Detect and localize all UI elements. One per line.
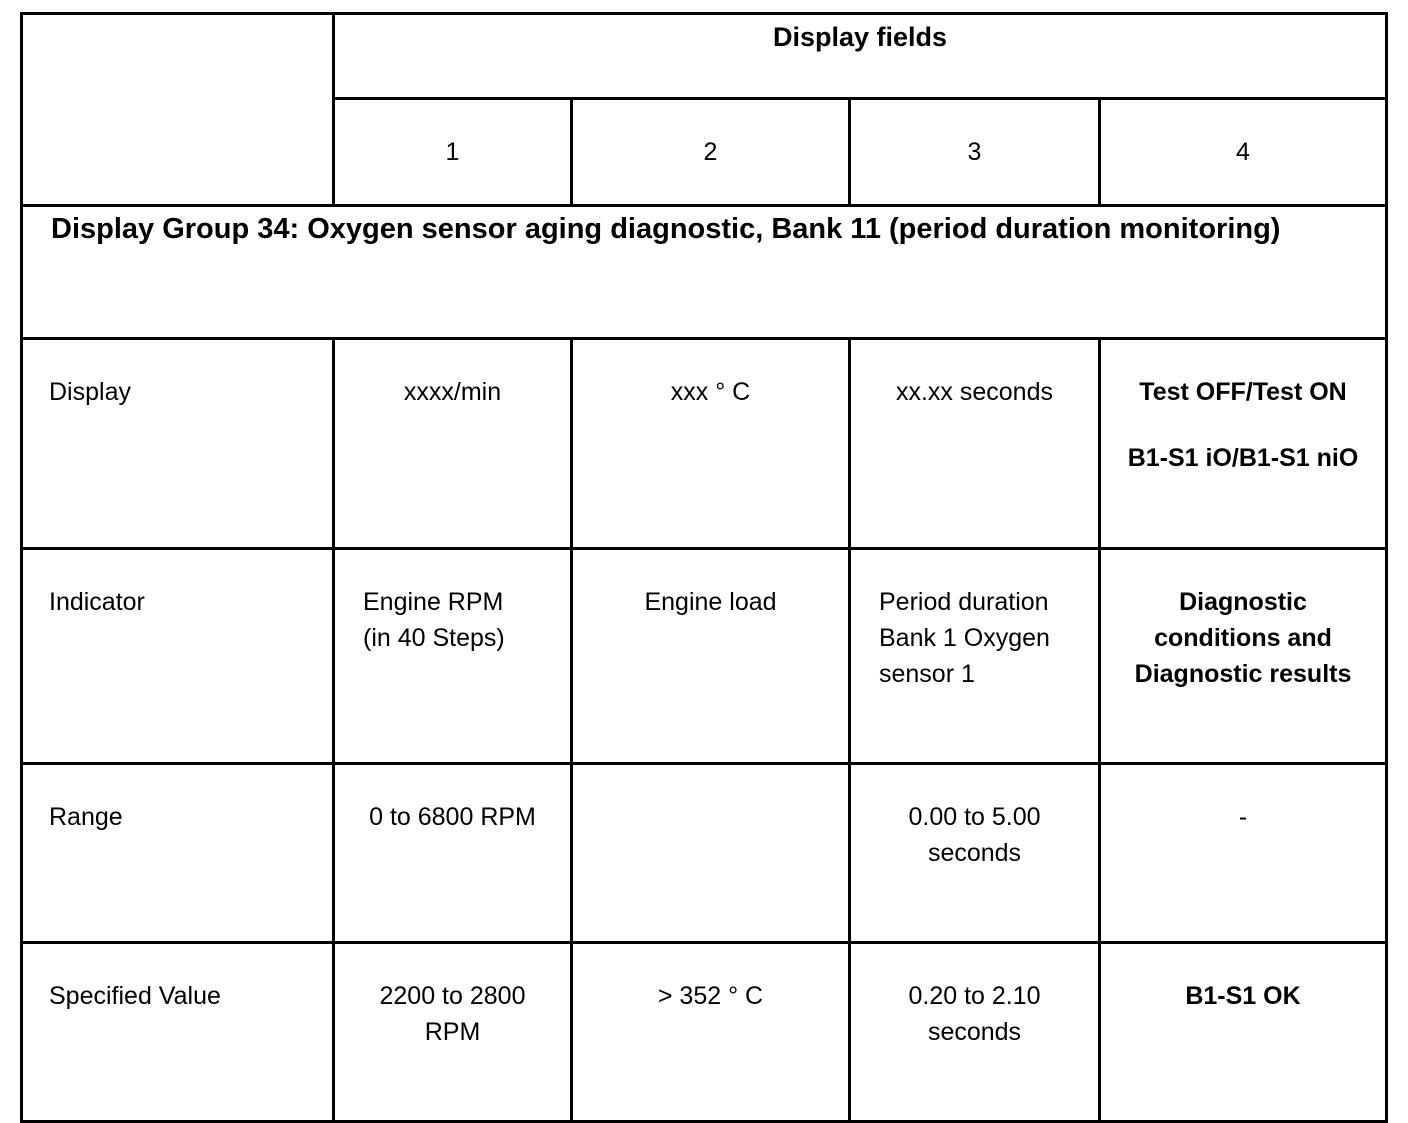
display-value-1: xxxx/min [334,339,572,549]
display-value-4 [1100,339,1387,549]
display-group-table [20,12,1388,1123]
column-number-1: 1 [334,99,572,206]
header-empty-cell [22,14,334,206]
specified-value-2: > 352 ° C [572,943,850,1122]
indicator-row-label: Indicator [22,549,334,764]
range-value-2 [572,764,850,943]
specified-value-3 [850,943,1100,1122]
indicator-value-1-line2: (in 40 Steps) [363,624,505,652]
indicator-value-4-line2: conditions and [1154,624,1332,652]
indicator-value-3-line3: sensor 1 [879,660,975,688]
indicator-value-4-line1: Diagnostic [1179,588,1307,616]
group-title-row [22,206,1387,339]
display-value-3: xx.xx seconds [850,339,1100,549]
display-value-4-line2: B1-S1 iO/B1-S1 niO [1127,444,1359,472]
specified-value-4: B1-S1 OK [1100,943,1387,1122]
header-row-fields [22,14,1387,99]
range-value-4: - [1100,764,1387,943]
indicator-value-3-line2: Bank 1 Oxygen [879,624,1050,652]
display-row-label: Display [22,339,334,549]
column-number-2: 2 [572,99,850,206]
indicator-value-2: Engine load [572,549,850,764]
range-value-3-line1: 0.00 to 5.00 [908,803,1041,831]
range-value-3 [850,764,1100,943]
column-number-4: 4 [1100,99,1387,206]
indicator-value-4 [1100,549,1387,764]
indicator-value-3 [850,549,1100,764]
range-value-1: 0 to 6800 RPM [334,764,572,943]
indicator-value-4-line3: Diagnostic results [1134,660,1352,688]
display-row [22,339,1387,549]
indicator-value-1-line1: Engine RPM [363,588,504,616]
range-row-label: Range [22,764,334,943]
indicator-value-1 [334,549,572,764]
specified-value-row [22,943,1387,1122]
display-value-2: xxx ° C [572,339,850,549]
specified-value-1-line2: RPM [424,1018,481,1046]
specified-value-3-line2: seconds [927,1018,1022,1046]
range-row [22,764,1387,943]
specified-value-3-line1: 0.20 to 2.10 [908,982,1041,1010]
indicator-row [22,549,1387,764]
display-fields-header: Display fields [334,14,1387,99]
column-number-3: 3 [850,99,1100,206]
group-title: Display Group 34: Oxygen sensor aging diagnostic, Bank 11 (period duration monitoring) [22,206,1387,339]
specified-value-1-line1: 2200 to 2800 [379,982,526,1010]
display-value-4-line1: Test OFF/Test ON [1139,378,1347,406]
specified-row-label: Specified Value [22,943,334,1122]
specified-value-1 [334,943,572,1122]
indicator-value-3-line1: Period duration [879,588,1049,616]
range-value-3-line2: seconds [927,839,1022,867]
